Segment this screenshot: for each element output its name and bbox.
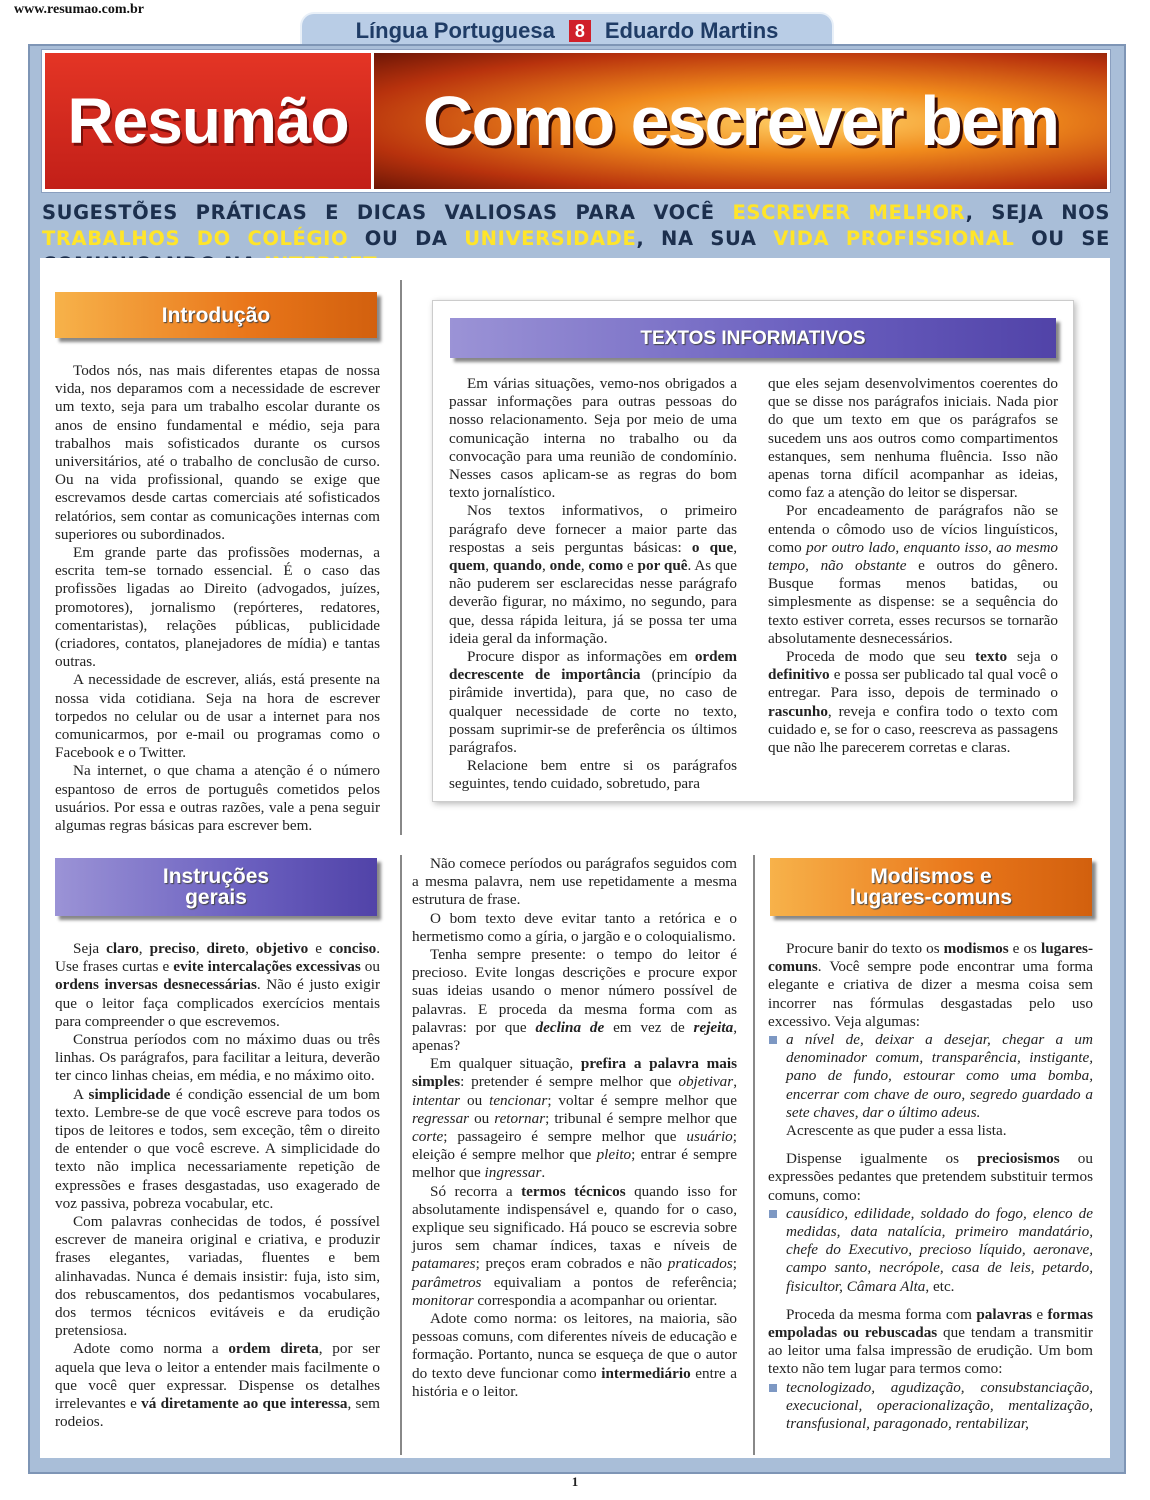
section-header-modismos: Modismos e lugares-comuns <box>770 858 1092 916</box>
textos-col-1: Em várias situações, vemo-nos obrigados a passar informações para outras pessoas do nosso relacionamento. Seja por meio de uma comunicação interna no trabalho ou da convocação para uma reunião de condomínio. Nesses casos aplicam-se as regras do bom texto jornalístico. Nos textos informativos, o primeiro parágrafo deve fornecer a maior parte das respostas a seis perguntas básicas: o que, quem, quando, onde, como e por quê. As que não puderem ser esclarecidas nesse parágrafo deverão figurar, no máximo, no segundo, para que, dessa rápida leitura, já se possa ter uma ideia geral da informação. Procure dispor as informações em ordem decrescente de importância (princípio da pirâmide invertida), para que, no caso de qualquer necessidade de corte no texto, possam suprimir-se de preferência os últimos parágrafos. Relacione bem entre si os parágrafos seguintes, tendo cuidado, sobretudo, para <box>449 375 738 793</box>
section-header-introducao: Introdução <box>55 292 377 338</box>
list-item: causídico, edilidade, soldado do fogo, elenco de medidas, data natalícia, primeiro mandatário, chefe do Executivo, precioso líquido, aeronave, campo santo, necrópole, casa de leis, petardo, fisicultor, Câmara Alta, etc. <box>786 1204 1093 1295</box>
brand-logo: Resumão <box>67 85 349 157</box>
list-item: tecnologizado, agudização, consubstanciação, execucional, operacionalização, mentalização, transfusional, paragonado, rentabilizar, <box>786 1378 1093 1433</box>
page-number: 1 <box>571 1474 579 1489</box>
intro-text: Todos nós, nas mais diferentes etapas de nossa vida, nos deparamos com a necessidade de escrever um texto, seja para um trabalho escolar durante os anos de ensino fundamental e médio, seja para trabalhos mais sofisticados durante os cursos universitários, até o trabalho de conclusão de curso. Ou na vida profissional, quando se exige que escrevamos desde cartas comerciais até sofisticados relatórios, sem contar as comunicações internas com superiores ou subordinados. Em grande parte das profissões modernas, a escrita tem-se tornado essencial. É o caso das profissões ligadas ao Direito (advogados, juízes, promotores), jornalismo (repórteres, redatores, comentaristas), relações públicas, publicidade (criadores, contatos, planejadores de mídia) e tantas outras. A necessidade de escrever, aliás, está presente na nossa vida cotidiana. Seja na hora de escrever torpedos no celular ou de usar a internet para nos comunicarmos, por e-mail ou programas como o Facebook e o Twitter. Na internet, o que chama a atenção é o número espantoso de erros de português cometidos pelos usuários. Por essa e outras razões, vale a pena seguir algumas regras básicas para escrever bem. <box>55 362 380 835</box>
series-header <box>300 12 834 48</box>
title-panel <box>374 53 1107 189</box>
modismos-text: Procure banir do texto os modismos e os lugares-comuns. Você sempre pode encontrar uma forma elegante e criativa de dizer a mesma coisa sem incorrer nas fórmulas desgastadas pelo uso excessivo. Veja algumas: a nível de, deixar a desejar, chegar a um denominador comum, transparência, instigante, pano de fundo, estourar como uma bomba, encerrar com chave de ouro, segredo guardado a sete chaves, dar o último adeus. Acrescente as que puder a essa lista. Dispense igualmente os preciosismos ou expressões pedantes que pretendem substituir termos comuns, como: causídico, edilidade, soldado do fogo, elenco de medidas, data natalícia, primeiro mandatário, chefe do Executivo, precioso líquido, aeronave, campo santo, necrópole, casa de leis, petardo, fisicultor, Câmara Alta, etc. Proceda da mesma forma com palavras e formas empoladas ou rebuscadas que tendam a transmitir ao leitor uma falsa impressão de erudição. Um bom texto não tem lugar para termos como: tecnologizado, agudização, consubstanciação, execucional, operacionalização, mentalização, transfusional, paragonado, rentabilizar, <box>768 940 1094 1433</box>
site-url[interactable]: www.resumao.com.br <box>14 2 145 17</box>
tagline: SUGESTÕES PRÁTICAS E DICAS VALIOSAS PARA VOCÊ ESCREVER MELHOR, SEJA NOS TRABALHOS DO COLÉGIO OU DA UNIVERSIDADE, NA SUA VIDA PROFISSIONAL OU SE <box>42 201 1111 250</box>
column-divider <box>400 855 402 1455</box>
column-divider <box>753 855 755 1455</box>
instrucoes-text: Seja claro, preciso, direto, objetivo e conciso. Use frases curtas e evite intercalações excessivas ou ordens inversas desnecessárias. Não é justo exigir que o leitor faça complicados exercícios mentais para compreender o que escrevemos. Construa períodos com no máximo duas ou três linhas. Os parágrafos, para facilitar a leitura, deverão ter cinco linhas cheias, em média, e no máximo oito. A simplicidade é condição essencial de um bom texto. Lembre-se de que você escreve para todos os tipos de leitores e todos, sem exceção, têm o direito de entender o que você escreve. A simplicidade do texto não implica necessariamente repetição de expressões e frases desgastadas, uso exagerado de voz passiva, pobreza vocabular, etc. Com palavras conhecidas de todos, é possível escrever de maneira original e criativa, e produzir frases elegantes, variadas, fluentes e bem alinhavadas. Nunca é demais insistir: fuja, isto sim, dos rebuscamentos, dos pedantismos vocabulares, dos termos técnicos evitáveis e da erudição pretensiosa. Adote como norma a ordem direta, por ser aquela que leva o leitor a entender mais facilmente o que você quer expressar. Dispense os detalhes irrelevantes e vá diretamente ao que interessa, sem rodeios. <box>55 940 381 1431</box>
brand-panel <box>45 53 374 189</box>
volume-number: 8 <box>569 20 591 42</box>
column-divider <box>400 280 402 835</box>
middle-column-text: Não comece períodos ou parágrafos seguidos com a mesma palavra, nem use repetidamente a mesma estrutura de frase. O bom texto deve evitar tanto a retórica e o hermetismo como a gíria, o jargão e o coloquialismo. Tenha sempre presente: o tempo do leitor é precioso. Evite longas descrições e procure expor suas ideias usando o menor número possível de palavras. E proceda da mesma forma com as palavras: por que declina de em vez de rejeita, apenas? Em qualquer situação, prefira a palavra mais simples: pretender é sempre melhor que objetivar, intentar ou tencionar; voltar é sempre melhor que regressar ou retornar; tribunal é sempre melhor que corte; passageiro é sempre melhor que usuário; eleição é sempre melhor que pleito; entrar é sempre melhor que ingressar. Só recorra a termos técnicos quando isso for absolutamente indispensável e, quando for o caso, explique seu significado. Há pouco se escrevia sobre juros sem chamar índices, taxas e níveis de patamares; preços eram cobrados e não praticados; parâmetros equivaliam a pontos de referência; monitorar correspondia a acompanhar ou orientar. Adote como norma: os leitores, na maioria, são pessoas comuns, com diferentes níveis de educação e formação. Portanto, nunca se esqueça de que o autor do texto deve funcionar como intermediário entre a história e o leitor. <box>412 855 738 1400</box>
section-header-instrucoes-gerais: Instruções gerais <box>55 858 377 916</box>
page-title: Como escrever bem <box>422 82 1059 160</box>
modismos-list <box>768 1031 1093 1140</box>
preciosismos-list <box>768 1205 1093 1296</box>
textos-col-2: que eles sejam desenvolvimentos coerentes do que se disse nos parágrafos iniciais. Nada pior do que um texto em que os parágrafos se sucedem uns aos outros como compartimentos estanques, sem nenhuma fluência. Isso não apenas torna difícil acompanhar as ideias, como faz a atenção do leitor se dispersar. Por encadeamento de parágrafos não se entenda o cômodo uso de vícios linguísticos, como por outro lado, enquanto isso, ao mesmo tempo, não obstante e outros do gênero. Busque formas menos batidas, ou simplesmente as dispense: se a sequência do texto estiver correta, esses recursos se tornarão absolutamente desnecessários. Proceda de modo que seu texto seja o definitivo e possa ser publicado tal qual você o entregar. Para isso, depois de terminado o rascunho, reveja e confira todo o texto com cuidado e, se for o caso, reescreva as passagens que não lhe parecerem corretas e claras. <box>768 375 1059 757</box>
section-header-textos-informativos: TEXTOS INFORMATIVOS <box>450 318 1056 358</box>
author-label: Eduardo Martins <box>604 18 779 43</box>
list-item: a nível de, deixar a desejar, chegar a um denominador comum, transparência, instigante, pano de fundo, estourar como uma bomba, encerrar com chave de ouro, segredo guardado a sete chaves, dar o último adeus. Acrescente as que puder a essa lista. <box>786 1031 1093 1140</box>
subject-label: Língua Portuguesa <box>355 18 555 43</box>
empoladas-list <box>768 1379 1093 1434</box>
title-banner <box>42 50 1110 192</box>
